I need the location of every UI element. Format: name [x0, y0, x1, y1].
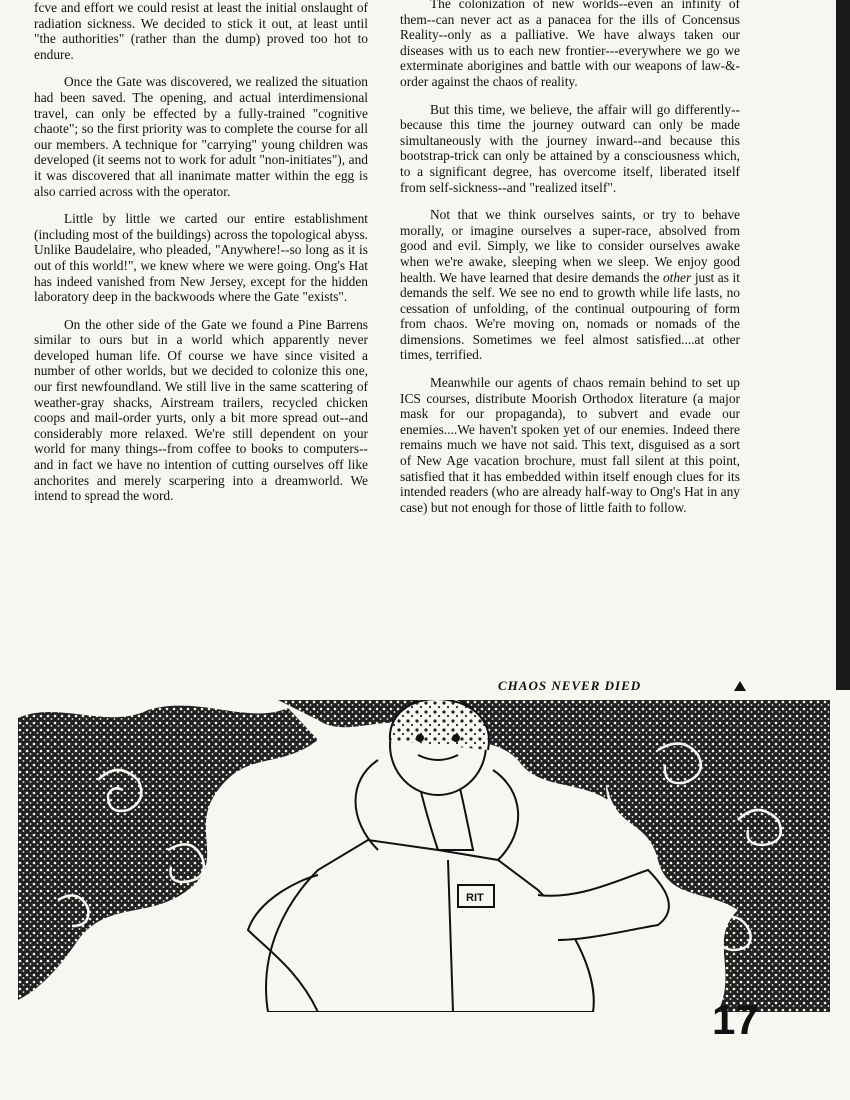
tagline: CHAOS NEVER DIED	[498, 678, 642, 693]
emphasis: other	[662, 269, 692, 285]
paragraph	[400, 207, 740, 363]
left-column	[34, 0, 368, 516]
paragraph: fcve and effort we could resist at least the initial onslaught of radiation sickness. We decided to stick it out, at least until "the authorities" (rather than the dump) proved too hot to endure.	[34, 0, 368, 62]
chaos-illustration	[18, 700, 830, 1012]
paragraph: Once the Gate was discovered, we realized the situation had been saved. The opening, and actual interdimensional travel, can only be effected by a fully-trained "cognitive chaote"; so the first priority was to complete the course for all our members. A technique for "carrying" young children was developed (it seems not to work for adult "non-initiates"), and it was discovered that all inanimate matter within the egg is also carried across with the operator.	[34, 74, 368, 199]
name-tag-label: RIT	[466, 892, 484, 904]
paragraph: Meanwhile our agents of chaos remain behind to set up ICS courses, distribute Moorish Orthodox literature (a major mask for our propaganda), to subvert and evade our enemies....We haven't spoken yet of our enemies. Indeed there remains much we have not said. This text, disguised as a sort of New Age vacation brochure, must fall silent at this point, satisfied that it has embedded within itself enough clues for its intended readers (who are already half-way to Ong's Hat in any case) but not enough for those of little faith to follow.	[400, 375, 740, 515]
paragraph: The colonization of new worlds--even an infinity of them--can never act as a panacea for the ills of Concensus Reality--only as a palliative. We have always taken our diseases with us to each new frontier---everywhere we go we exterminate aborigines and battle with our weapons of law-&-order against the chaos of reality.	[400, 0, 740, 89]
fractal-pattern-right	[578, 700, 830, 1012]
right-column	[400, 0, 740, 527]
text-run: Not that we think ourselves saints, or try to behave morally, or imagine ourselves a super-race, absolved from good and evil. Simply, we like to consider ourselves awake when we're awake, sleeping when we sleep. We enjoy good health. We have learned that desire demands the	[400, 207, 740, 285]
scan-edge	[836, 0, 850, 690]
page-number: 17	[712, 996, 759, 1043]
end-triangle-icon	[734, 681, 746, 691]
paragraph: On the other side of the Gate we found a Pine Barrens similar to ours but in a world which apparently never developed human life. Of course we have since visited a number of other worlds, but we decided to colonize this one, our first newfoundland. We still live in the same scattering of weather-gray shacks, Airstream trailers, recycled chicken coops and mail-order yurts, only a bit more spread out--and considerably more relaxed. We're still dependent on your world for many things--from coffee to books to computers--and in fact we have no intention of cutting ourselves off like anchorites and merely scarpering into a dreamworld. We intend to spread the word.	[34, 316, 368, 504]
paragraph: But this time, we believe, the affair will go differently--because this time the journey outward can only be made simultaneously with the journey inward--and because this bootstrap-trick can only be attained by a consciousness which, to a significant degree, has overcome itself, liberated itself from self-sickness--and "realized itself".	[400, 101, 740, 195]
paragraph: Little by little we carted our entire establishment (including most of the buildings) across the topological abyss. Unlike Baudelaire, who pleaded, "Anywhere!--so long as it is out of this world!", we knew where we were going. Ong's Hat has indeed vanished from New Jersey, except for the hidden laboratory deep in the backwoods where the Gate "exists".	[34, 211, 368, 305]
text-run: just as it demands the self. We see no end to growth while life lasts, no cessation of unfolding, of the continual outpouring of form from chaos. We're moving on, nomads or nomads of the dimensions. Sometimes we feel almost satisfied....at other times, terrified.	[400, 269, 740, 363]
